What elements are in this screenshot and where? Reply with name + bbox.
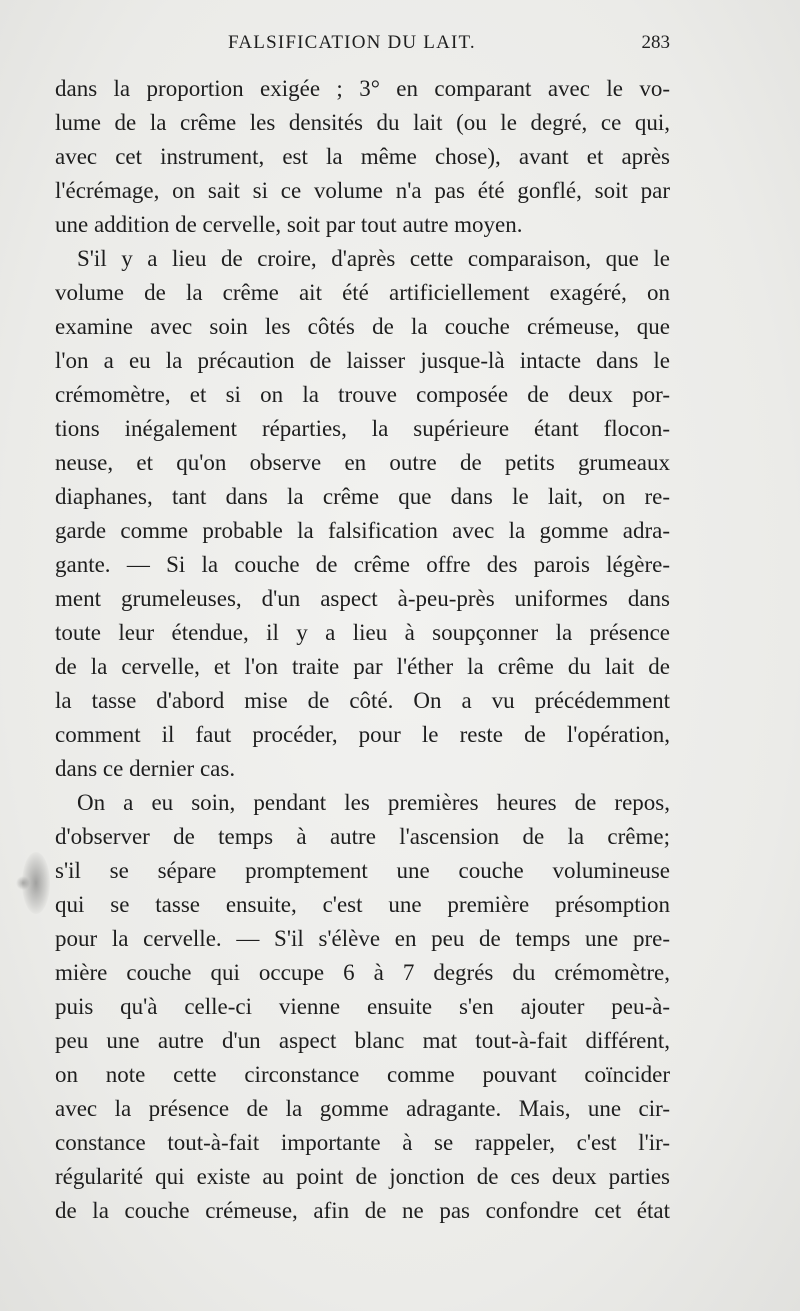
text-line: volume de la crême ait été artificiellement exagéré, on <box>55 280 670 305</box>
text-line: peu une autre d'un aspect blanc mat tout-à-fait différent, <box>55 1028 670 1053</box>
text-line: la tasse d'abord mise de côté. On a vu précédemment <box>55 688 670 713</box>
text-line: l'écrémage, on sait si ce volume n'a pas été gonflé, soit par <box>55 178 670 203</box>
page-number: 283 <box>641 32 670 53</box>
text-line: s'il se sépare promptement une couche volumineuse <box>55 858 670 883</box>
text-line: crémomètre, et si on la trouve composée de deux por- <box>55 382 670 407</box>
running-title: FALSIFICATION DU LAIT. <box>228 32 476 53</box>
text-line: l'on a eu la précaution de laisser jusque-là intacte dans le <box>55 348 670 373</box>
text-line: tions inégalement réparties, la supérieure étant flocon- <box>55 416 670 441</box>
text-line: constance tout-à-fait importante à se rappeler, c'est l'ir- <box>55 1130 670 1155</box>
text-line: On a eu soin, pendant les premières heures de repos, <box>77 790 670 815</box>
text-line: puis qu'à celle-ci vienne ensuite s'en ajouter peu-à- <box>55 994 670 1019</box>
text-line: dans la proportion exigée ; 3° en comparant avec le vo- <box>55 76 670 101</box>
text-line: d'observer de temps à autre l'ascension de la crême; <box>55 824 670 849</box>
text-line: S'il y a lieu de croire, d'après cette comparaison, que le <box>77 246 670 271</box>
text-line: mière couche qui occupe 6 à 7 degrés du crémomètre, <box>55 960 670 985</box>
text-line: qui se tasse ensuite, c'est une première présomption <box>55 892 670 917</box>
text-line: gante. — Si la couche de crême offre des parois légère- <box>55 552 670 577</box>
text-line: ment grumeleuses, d'un aspect à-peu-près uniformes dans <box>55 586 670 611</box>
body-text <box>55 72 670 1228</box>
text-line: pour la cervelle. — S'il s'élève en peu de temps une pre- <box>55 926 670 951</box>
ink-blot <box>16 876 30 890</box>
text-line: diaphanes, tant dans la crême que dans le lait, on re- <box>55 484 670 509</box>
text-line: comment il faut procéder, pour le reste de l'opération, <box>55 722 670 747</box>
text-line: neuse, et qu'on observe en outre de petits grumeaux <box>55 450 670 475</box>
text-line: garde comme probable la falsification avec la gomme adra- <box>55 518 670 543</box>
text-line: une addition de cervelle, soit par tout autre moyen. <box>55 212 523 237</box>
text-line: toute leur étendue, il y a lieu à soupçonner la présence <box>55 620 670 645</box>
text-line: régularité qui existe au point de jonction de ces deux parties <box>55 1164 670 1189</box>
text-line: dans ce dernier cas. <box>55 756 236 781</box>
text-line: avec la présence de la gomme adragante. Mais, une cir- <box>55 1096 670 1121</box>
text-line: de la couche crémeuse, afin de ne pas confondre cet état <box>55 1198 670 1223</box>
text-line: lume de la crême les densités du lait (ou le degré, ce qui, <box>55 110 670 135</box>
text-line: on note cette circonstance comme pouvant coïncider <box>55 1062 670 1087</box>
text-line: examine avec soin les côtés de la couche crémeuse, que <box>55 314 670 339</box>
text-line: avec cet instrument, est la même chose), avant et après <box>55 144 670 169</box>
text-line: de la cervelle, et l'on traite par l'éther la crême du lait de <box>55 654 670 679</box>
page-header <box>55 32 670 62</box>
